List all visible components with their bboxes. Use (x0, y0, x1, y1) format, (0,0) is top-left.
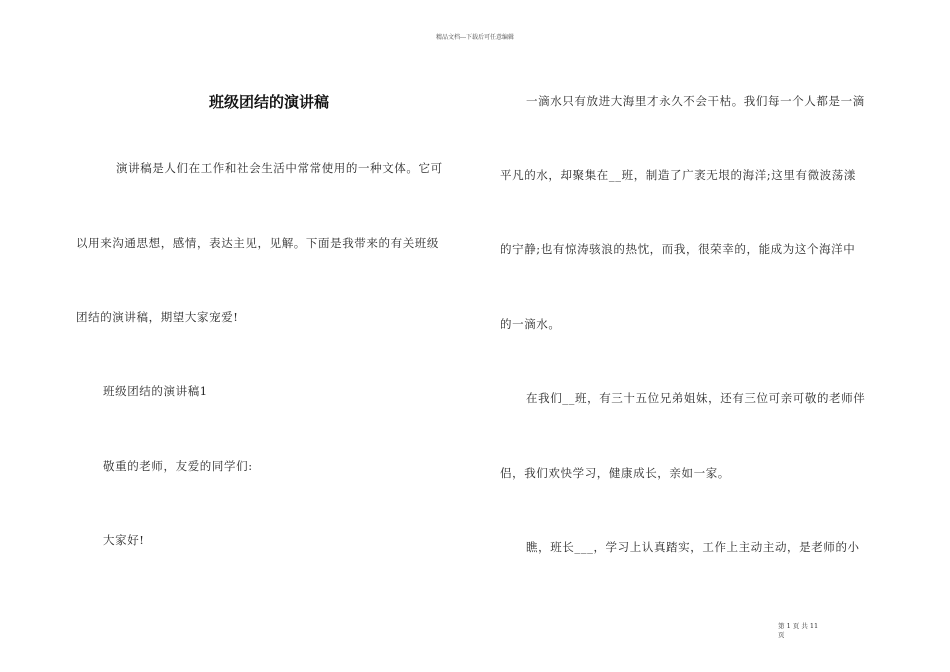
left-paragraph-line: 团结的演讲稿，期望大家宠爱! (76, 310, 239, 324)
right-paragraph-line: 平凡的水，却聚集在__班，制造了广袤无垠的海洋;这里有微波荡漾 (500, 168, 856, 182)
left-paragraph-line: 演讲稿是人们在工作和社会生活中常常使用的一种文体。它可 (116, 161, 443, 175)
section-heading: 班级团结的演讲稿1 (103, 384, 208, 398)
document-title: 班级团结的演讲稿 (208, 93, 329, 111)
salutation-line: 敬重的老师，友爱的同学们: (103, 459, 253, 473)
page-number (778, 622, 838, 640)
right-paragraph-line: 的一滴水。 (500, 317, 561, 331)
right-paragraph-line: 侣，我们欢快学习，健康成长，亲如一家。 (500, 466, 730, 480)
page-number-line: 第 1 页 共 11 (778, 622, 819, 630)
right-paragraph-line: 瞧，班长___，学习上认真踏实，工作上主动主动，是老师的小 (526, 540, 860, 554)
right-paragraph-line: 的宁静;也有惊涛骇浪的热忱，而我，很荣幸的，能成为这个海洋中 (500, 242, 856, 256)
right-paragraph-line: 一滴水只有放进大海里才永久不会干枯。我们每一个人都是一滴 (526, 94, 865, 108)
page-header: 精品文档---下载后可任意编辑 (435, 34, 515, 41)
page-number-line: 页 (778, 631, 785, 639)
right-paragraph-line: 在我们__班，有三十五位兄弟姐妹，还有三位可亲可敬的老师伴 (526, 391, 866, 405)
greeting-line: 大家好! (103, 533, 145, 547)
left-paragraph-line: 以用来沟通思想，感情，表达主见，见解。下面是我带来的有关班级 (76, 236, 439, 250)
